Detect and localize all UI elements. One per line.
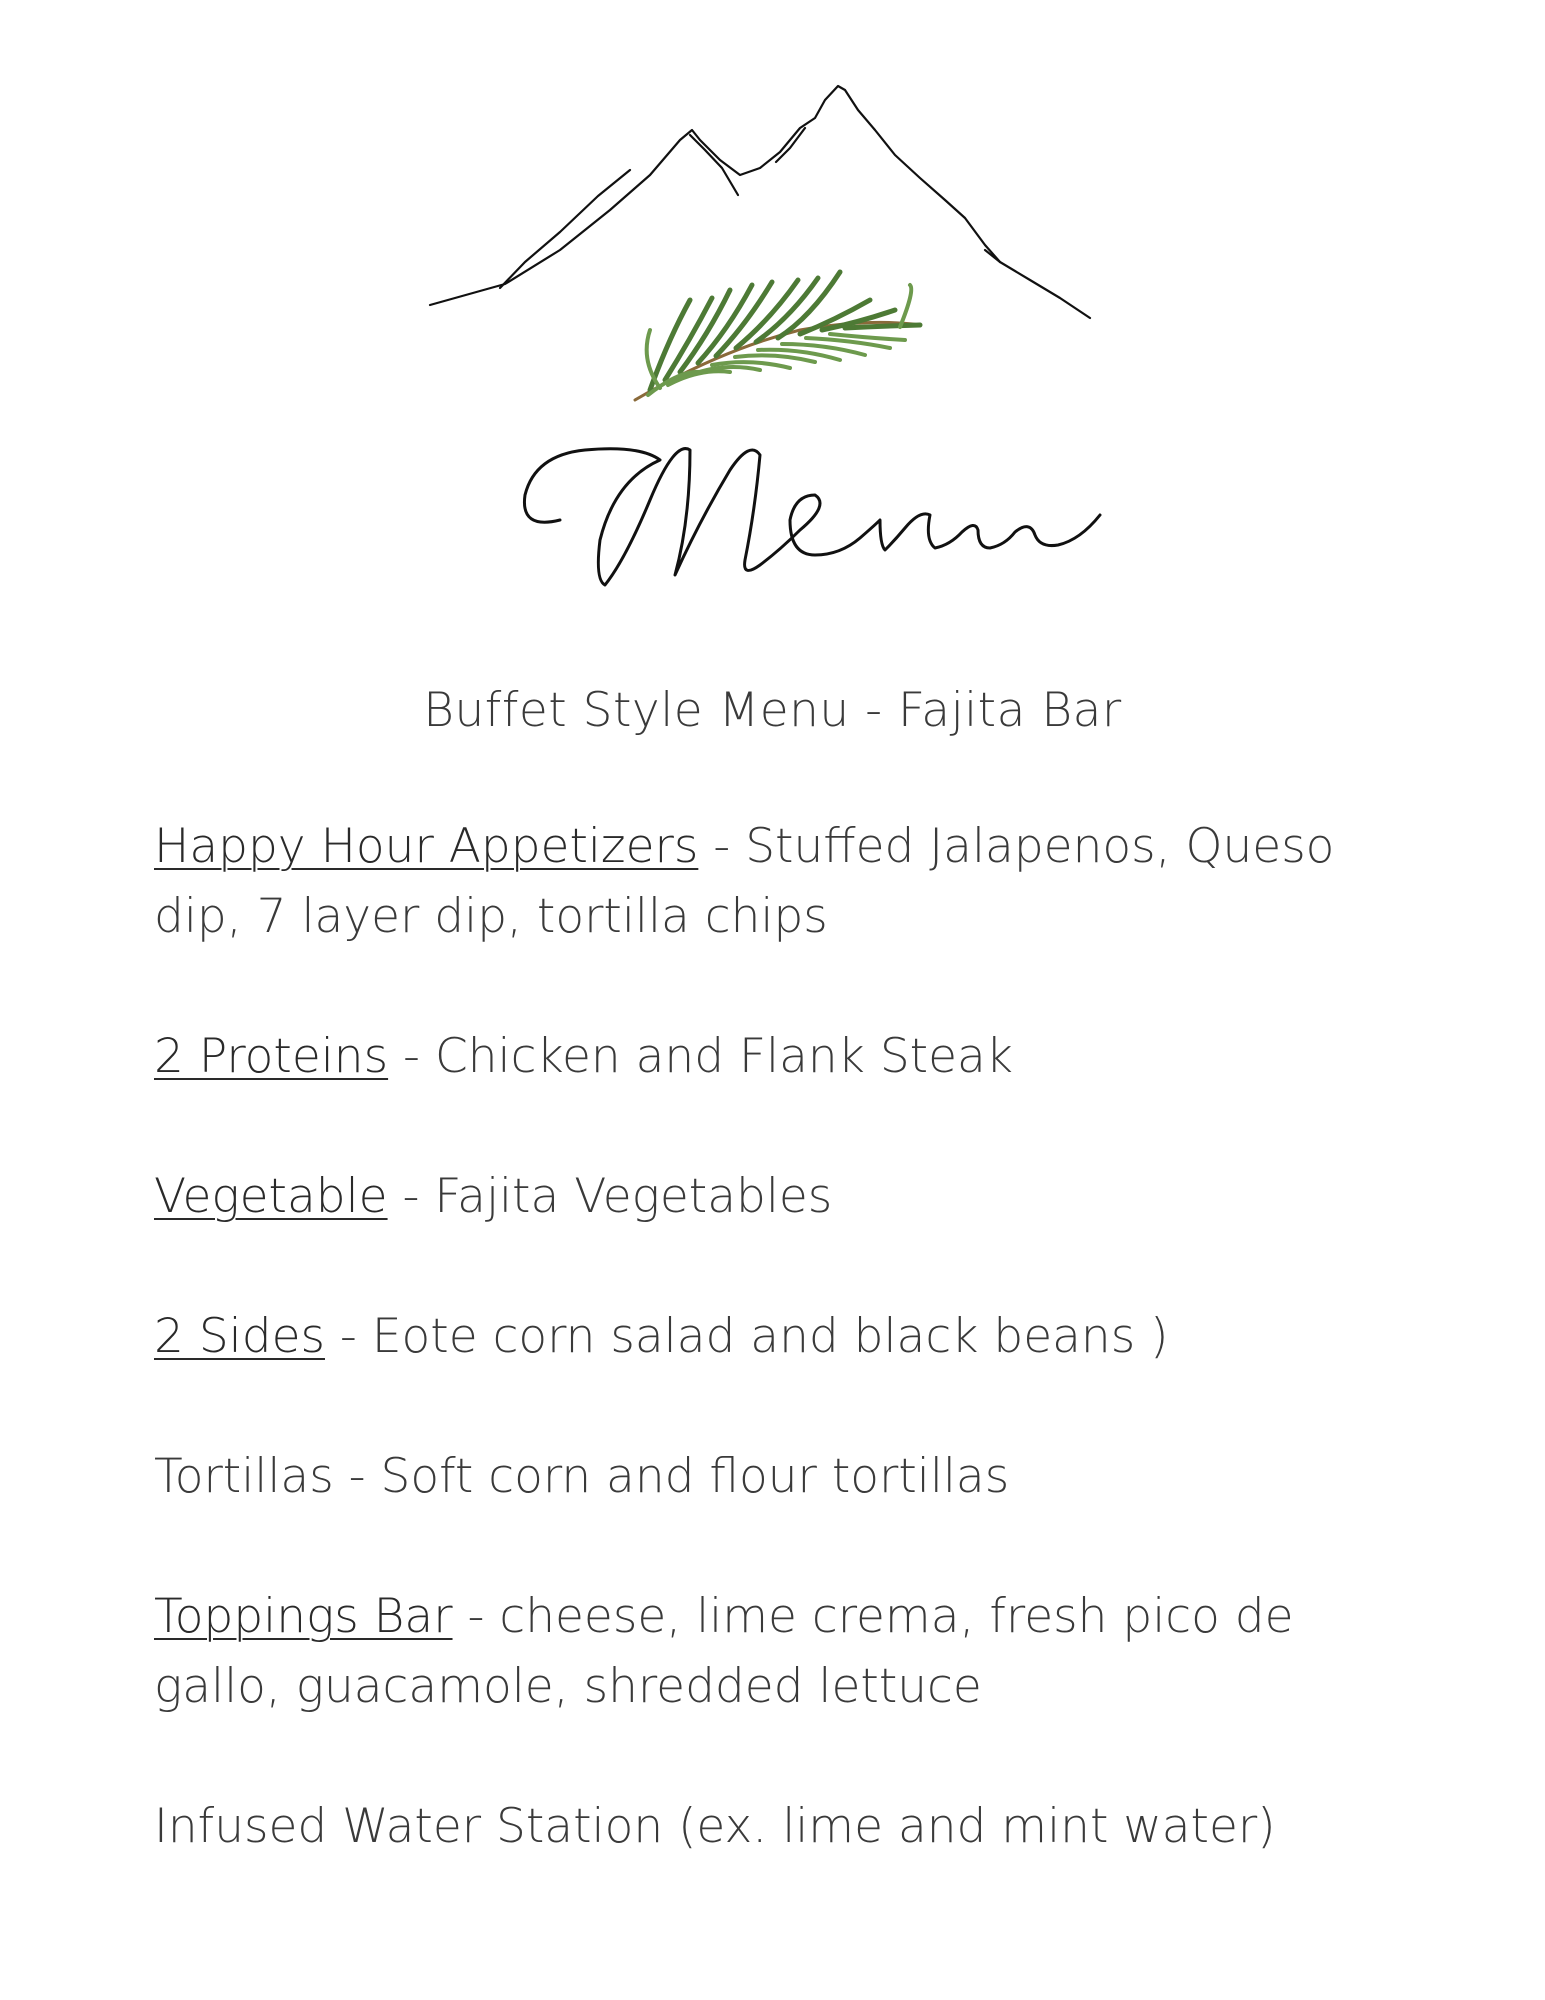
menu-item-label: Vegetable — [154, 1169, 388, 1224]
menu-item-text: Chicken and Flank Steak — [434, 1029, 1014, 1084]
menu-item-separator: - — [452, 1589, 500, 1644]
menu-item-separator: - — [324, 1309, 372, 1364]
menu-item-label: Happy Hour Appetizers — [154, 819, 699, 874]
menu-item-toppings — [154, 1582, 1394, 1722]
menu-item-label: 2 Proteins — [154, 1029, 389, 1084]
menu-item-sides — [154, 1302, 1394, 1372]
menu-item-proteins — [154, 1022, 1394, 1092]
menu-item-label: Toppings Bar — [154, 1589, 453, 1644]
menu-item-label: Tortillas — [154, 1449, 334, 1504]
menu-item-separator: - — [387, 1169, 435, 1224]
menu-item-infused-water — [154, 1792, 1394, 1862]
menu-item-vegetable — [154, 1162, 1394, 1232]
menu-list — [154, 812, 1394, 1862]
menu-item-separator: - — [388, 1029, 435, 1084]
menu-item-appetizers — [154, 812, 1394, 952]
menu-item-label: 2 Sides — [154, 1309, 325, 1364]
menu-item-tortillas — [154, 1442, 1394, 1512]
menu-item-text: Soft corn and flour tortillas — [380, 1449, 1010, 1504]
menu-item-label: Infused Water Station (ex. lime and mint water) — [154, 1799, 1276, 1854]
menu-item-text: cheese, lime crema, fresh pico de gallo, guacamole, shredded lettuce — [154, 1589, 1294, 1714]
menu-item-text: Fajita Vegetables — [434, 1169, 833, 1224]
menu-item-separator: - — [333, 1449, 381, 1504]
menu-script-title — [0, 0, 1545, 620]
menu-item-text: Stuffed Jalapenos, Queso dip, 7 layer dip, tortilla chips — [154, 819, 1335, 944]
page-subtitle: Buffet Style Menu - Fajita Bar — [423, 683, 1122, 738]
menu-item-text: Eote corn salad and black beans ) — [371, 1309, 1169, 1364]
menu-item-separator: - — [698, 819, 746, 874]
